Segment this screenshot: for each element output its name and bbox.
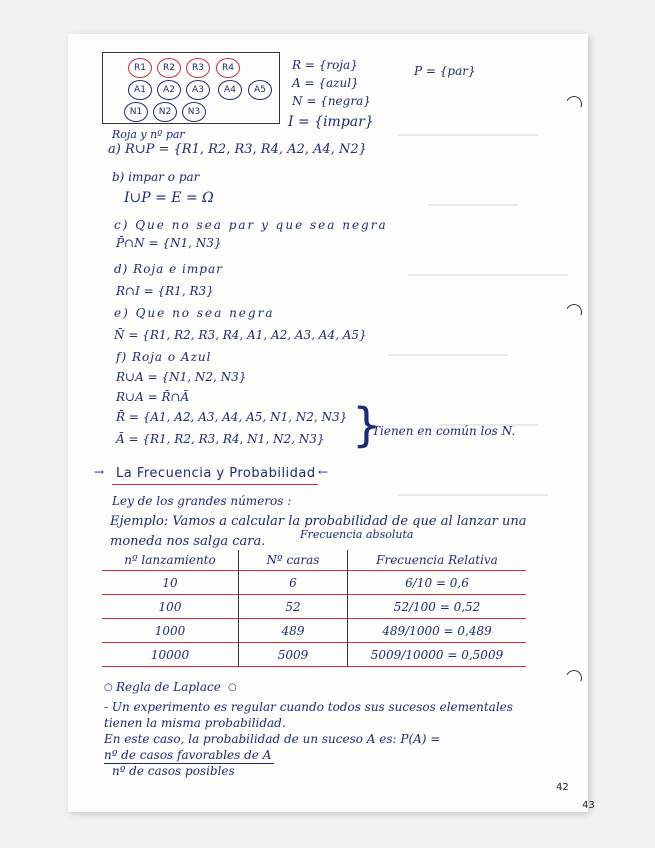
table-row — [102, 595, 526, 619]
exercise-line: f) Roja o Azul — [116, 350, 212, 364]
set-i-definition: I = {impar} — [288, 114, 374, 130]
cell-launches: 1000 — [154, 623, 186, 638]
cell-launches: 10 — [162, 575, 178, 590]
set-n-definition: N = {negra} — [292, 94, 371, 108]
cell-launches: 100 — [158, 599, 182, 614]
cell-relative-frequency: 52/100 = 0,52 — [348, 595, 527, 619]
cell-launches: 10000 — [150, 647, 190, 662]
ball-blue: A1 — [128, 80, 152, 100]
cell-relative-frequency: 5009/10000 = 0,5009 — [348, 643, 527, 667]
ball-black: N2 — [153, 102, 177, 122]
bullet-icon: ○ — [104, 682, 113, 693]
exercise-line: d) Roja e impar — [114, 262, 223, 276]
exercise-line: Roja y nº par — [112, 128, 185, 141]
ball-blue: A3 — [186, 80, 210, 100]
set-r-definition: R = {roja} — [292, 58, 358, 72]
laplace-text: - Un experimento es regular cuando todos sus sucesos elementales — [104, 700, 513, 714]
ball-red: R2 — [157, 58, 181, 78]
law-heading: Ley de los grandes números : — [112, 494, 292, 508]
exercise-line: Ā = {R1, R2, R3, R4, N1, N2, N3} — [116, 432, 325, 446]
frequency-table — [102, 550, 526, 667]
ball-red: R1 — [128, 58, 152, 78]
exercise-line: I∪P = E = Ω — [124, 190, 214, 206]
set-a-definition: A = {azul} — [292, 76, 359, 90]
laplace-numerator: nº de casos favorables de A — [104, 748, 272, 762]
ball-blue: A4 — [218, 80, 242, 100]
cell-relative-frequency: 6/10 = 0,6 — [348, 571, 527, 595]
exercise-line: a) R∪P = {R1, R2, R3, R4, A2, A4, N2} — [108, 142, 367, 157]
ball-blue: A5 — [248, 80, 272, 100]
example-text: moneda nos salga cara. — [110, 534, 266, 549]
column-header: Nº caras — [239, 550, 348, 571]
exercise-line: R∪A = {N1, N2, N3} — [116, 370, 247, 384]
brace-note: Tienen en común los N. — [372, 424, 516, 438]
page-number: 43 — [582, 800, 595, 811]
annotation-absolute-frequency: Frecuencia absoluta — [300, 528, 414, 541]
table-header-row — [102, 550, 526, 571]
laplace-text: En este caso, la probabilidad de un suceso A es: P(A) = — [104, 732, 441, 746]
example-text: Ejemplo: Vamos a calcular la probabilidad de que al lanzar una — [110, 514, 527, 529]
exercise-line: e) Que no sea negra — [114, 306, 275, 320]
exercise-line: b) impar o par — [112, 170, 200, 184]
cell-heads: 52 — [239, 595, 348, 619]
ball-red: R3 — [186, 58, 210, 78]
set-p-definition: P = {par} — [414, 64, 476, 78]
exercise-line: R∪A = R̄∩Ā — [116, 390, 190, 404]
punch-hole-mark — [564, 668, 585, 689]
laplace-denominator: nº de casos posibles — [112, 764, 235, 778]
laplace-text: tienen la misma probabilidad. — [104, 716, 286, 730]
punch-hole-mark — [564, 94, 585, 115]
section-title: La Frecuencia y Probabilidad — [116, 466, 316, 481]
exercise-line: R̄ = {A1, A2, A3, A4, A5, N1, N2, N3} — [116, 410, 348, 424]
exercise-line: N̄ = {R1, R2, R3, R4, A1, A2, A3, A4, A5} — [114, 328, 367, 342]
cell-heads: 5009 — [239, 643, 348, 667]
laplace-title: Regla de Laplace — [116, 680, 221, 694]
cell-relative-frequency: 489/1000 = 0,489 — [348, 619, 527, 643]
title-underline — [112, 484, 318, 485]
exercise-line: P̄∩N = {N1, N3} — [116, 236, 222, 250]
ball-black: N1 — [124, 102, 148, 122]
exercise-line: R∩I = {R1, R3} — [116, 284, 214, 298]
table-row — [102, 571, 526, 595]
column-header: Frecuencia Relativa — [348, 550, 527, 571]
table-row — [102, 643, 526, 667]
table-row — [102, 619, 526, 643]
ball-black: N3 — [182, 102, 206, 122]
arrow-left-icon: → — [94, 465, 105, 479]
column-header: nº lanzamiento — [124, 553, 216, 567]
exercise-line: c) Que no sea par y que sea negra — [114, 218, 388, 232]
ball-red: R4 — [216, 58, 240, 78]
punch-hole-mark — [564, 302, 585, 323]
arrow-left-icon: ← — [318, 465, 329, 479]
cell-heads: 6 — [239, 571, 348, 595]
page-number: 42 — [556, 782, 569, 793]
ball-blue: A2 — [157, 80, 181, 100]
bullet-icon: ○ — [228, 682, 237, 693]
curly-brace: } — [352, 398, 382, 452]
cell-heads: 489 — [239, 619, 348, 643]
